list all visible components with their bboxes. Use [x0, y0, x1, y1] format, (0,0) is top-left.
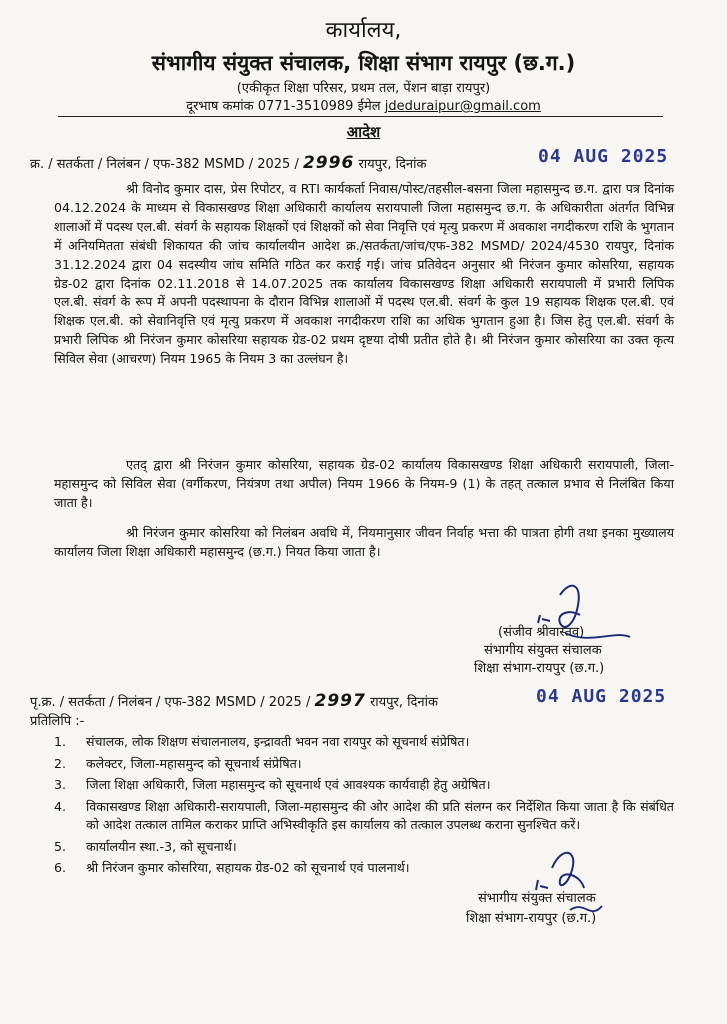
- copy-item-number: 1.: [54, 734, 67, 749]
- copy-label: प्रतिलिपि :-: [30, 714, 85, 729]
- order-ref-prefix: क्र. / सतर्कता / निलंबन / एफ-382 MSMD / 2025 /: [30, 157, 299, 172]
- copy-item-number: 6.: [54, 860, 67, 875]
- copy-ref-suffix: रायपुर, दिनांक: [369, 695, 438, 710]
- copy-item-number: 3.: [54, 777, 67, 792]
- order-ref-suffix: रायपुर, दिनांक: [358, 157, 427, 172]
- order-paragraph-1: श्री विनोद कुमार दास, प्रेस रिपोटर, व RTI कार्यकर्ता निवास/पोस्ट/तहसील-बसना जिला महासमुन्द छ.ग. द्वारा पत्र दिनांक 04.12.2024 के माध्यम से विकासखण्ड शिक्षा अधिकारी कार्यालय सरायपाली जिला महासमुन्द छ.ग. के अधिकारीता अंतर्गत विभिन्न शालाओं में पदस्थ एल.बी. संवर्ग के सहायक शिक्षकों एवं शिक्षकों को सेवा निवृत्ति एवं मृत्यु प्रकरण में अवकाश नगदीकरण राशि के भुगतान में अनियमितता संबंधी शिकायत की जांच कार्यालयीन आदेश क्र./सतर्कता/जांच/एफ-382 MSMD/ 2024/4530 रायपुर, दिनांक 31.12.2024 द्वारा 04 सदस्यीय जांच समिति गठित कर कराई गई। जांच प्रतिवेदन अनुसार श्री निरंजन कुमार कोसरिया, सहायक ग्रेड-02 द्वारा दिनांक 02.11.2018 से 14.07.2025 तक कार्यालय विकासखण्ड शिक्षा अधिकारी सरायपाली में प्रभारी लिपिक एल.बी. संवर्ग के रूप में अपनी पदस्थापना के दौरान विभिन्न शालाओं में पदस्थ एल.बी. संवर्ग के कुल 19 सहायक शिक्षक एल.बी. एवं शिक्षक एल.बी. को सेवानिवृत्ति एवं मृत्यु प्रकरण में अवकाश नगदीकरण राशि का अधिक भुगतान हुआ है। जिस हेतु एल.बी. संवर्ग के प्रभारी लिपिक श्री निरंजन कुमार कोसरिया सहायक ग्रेड-02 प्रथम दृष्टया दोषी प्रतीत होते है। श्री निरंजन कुमार कोसरिया का उक्त कृत्य सिविल सेवा (आचरण) नियम 1965 के नियम 3 का उल्लंघन है।: [54, 181, 674, 367]
- order-paragraph-3: श्री निरंजन कुमार कोसरिया को निलंबन अवधि में, नियमानुसार जीवन निर्वाह भत्ता की पात्रता होगी तथा इनका मुख्यालय कार्यालय जिला शिक्षा अधिकारी महासमुन्द (छ.ग.) नियत किया जाता है।: [54, 525, 674, 559]
- copy-item-text: कार्यालयीन स्था.-3, को सूचनार्थ।: [86, 838, 237, 854]
- copy-item-text: संचालक, लोक शिक्षण संचालनालय, इन्द्रावती भवन नवा रायपुर को सूचनार्थ संप्रेषित।: [86, 734, 470, 749]
- order-date-stamp: 04 AUG 2025: [538, 146, 669, 167]
- copy-reference-line: [30, 691, 438, 711]
- copy-item-text: जिला शिक्षा अधिकारी, जिला महासमुन्द को सूचनार्थ एवं आवश्यक कार्यवाही हेतु अग्रेषित।: [86, 777, 491, 792]
- signature-1-designation: संभागीय संयुक्त संचालक: [484, 643, 602, 658]
- copy-ref-prefix: पृ.क्र. / सतर्कता / निलंबन / एफ-382 MSMD / 2025 /: [30, 695, 311, 710]
- copy-item-text: श्री निरंजन कुमार कोसरिया, सहायक ग्रेड-02 को सूचनार्थ एवं पालनार्थ।: [86, 860, 410, 875]
- header-phone: दूरभाष कमांक 0771-3510989 ईमेल: [186, 99, 381, 114]
- copy-list-item: [54, 776, 674, 795]
- order-ref-number: 2996: [302, 153, 355, 173]
- copy-item-number: 2.: [54, 755, 67, 771]
- header-office: कार्यालय,: [325, 18, 402, 43]
- copy-item-text: विकासखण्ड शिक्षा अधिकारी-सरायपाली, जिला-महासमुन्द की ओर आदेश की प्रति संलग्न कर निर्देशित किया जाता है कि संबंधित को आदेश तत्काल तामिल कराकर प्राप्ति अभिस्वीकृति इस कार्यालय को तत्काल उपलब्ध कराना सुनश्चित करें।: [86, 798, 674, 832]
- copy-item-text: कलेक्टर, जिला-महासमुन्द को सूचनार्थ संप्रेषित।: [86, 755, 302, 771]
- copy-item-number: 4.: [54, 798, 67, 814]
- copy-item-number: 5.: [54, 838, 67, 854]
- signature-1-office: शिक्षा संभाग-रायपुर (छ.ग.): [474, 661, 605, 676]
- order-paragraph-2: एतद् द्वारा श्री निरंजन कुमार कोसरिया, सहायक ग्रेड-02 कार्यालय विकासखण्ड शिक्षा अधिकारी सरायपाली, जिला-महासमुन्द को सिविल सेवा (वर्गीकरण, नियंत्रण तथा अपील) नियम 1966 के नियम-9 (1) के तहत् तत्काल प्रभाव से निलंबित किया जाता है।: [54, 457, 674, 510]
- copy-list-item: [54, 733, 674, 752]
- header-contact: [0, 96, 727, 114]
- copy-list-item: [54, 755, 674, 774]
- header-title: संभागीय संयुक्त संचालक, शिक्षा संभाग रायपुर (छ.ग.): [151, 51, 576, 75]
- copy-ref-number: 2997: [314, 691, 366, 711]
- header-address: (एकीकृत शिक्षा परिसर, प्रथम तल, पेंशन बाड़ा रायपुर): [236, 81, 491, 96]
- header-email: jdeduraipur@gmail.com: [384, 99, 541, 114]
- signature-2-designation: संभागीय संयुक्त संचालक: [478, 891, 596, 906]
- signature-2-office: शिक्षा संभाग-रायपुर (छ.ग.): [466, 911, 597, 926]
- copy-list-item: [54, 798, 674, 835]
- order-heading: आदेश: [346, 123, 381, 141]
- header-divider: [58, 116, 663, 117]
- order-reference-line: [30, 153, 426, 173]
- copy-date-stamp: 04 AUG 2025: [536, 686, 667, 707]
- signature-1-name: (संजीव श्रीवास्तव): [498, 625, 585, 640]
